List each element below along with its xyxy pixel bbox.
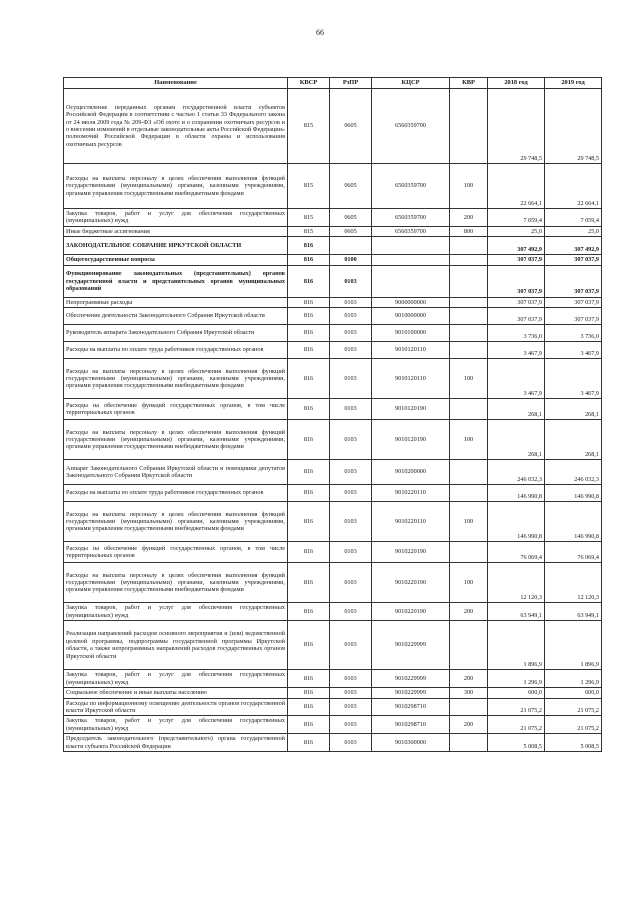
year-2018-cell: 76 069,4 <box>488 542 545 563</box>
year-2018-cell: 1 296,9 <box>488 670 545 688</box>
name-cell: ЗАКОНОДАТЕЛЬНОЕ СОБРАНИЕ ИРКУТСКОЙ ОБЛАСТИ <box>64 237 288 255</box>
year-2019-cell: 600,0 <box>545 688 602 698</box>
kcsr-cell: 6560359700 <box>372 164 450 209</box>
table-row <box>64 359 602 399</box>
kvsr-cell: 816 <box>288 342 330 359</box>
kvsr-cell: 816 <box>288 603 330 621</box>
kcsr-cell: 6560359700 <box>372 89 450 164</box>
year-2019-cell: 12 120,3 <box>545 563 602 603</box>
name-cell: Функционирование законодательных (представительных) органов государственной власти и представительных органов муниципальных образований <box>64 265 288 297</box>
header-name: Наименование <box>64 78 288 89</box>
kvr-cell: 100 <box>450 359 488 399</box>
year-2018-cell: 268,1 <box>488 420 545 460</box>
table-row <box>64 716 602 734</box>
table-row <box>64 563 602 603</box>
year-2018-cell: 307 037,9 <box>488 255 545 265</box>
kvsr-cell: 815 <box>288 164 330 209</box>
year-2018-cell: 12 120,3 <box>488 563 545 603</box>
kvsr-cell: 816 <box>288 265 330 297</box>
kvsr-cell: 816 <box>288 698 330 716</box>
year-2019-cell: 307 037,9 <box>545 297 602 307</box>
year-2018-cell: 3 467,9 <box>488 342 545 359</box>
kcsr-cell: 9010229999 <box>372 621 450 670</box>
kvr-cell <box>450 237 488 255</box>
kvr-cell: 100 <box>450 164 488 209</box>
kvr-cell <box>450 485 488 502</box>
name-cell: Реализация направлений расходов основного мероприятия и (или) ведомственной целевой программы, подпрограммы государственной программы Иркутской области, а также непрограммных направлений расходов государственных органов Иркутской области <box>64 621 288 670</box>
year-2018-cell: 307 492,9 <box>488 237 545 255</box>
kvsr-cell: 815 <box>288 209 330 227</box>
rzpr-cell: 0103 <box>330 460 372 485</box>
table-row <box>64 420 602 460</box>
kvr-cell: 100 <box>450 420 488 460</box>
name-cell: Обеспечение деятельности Законодательного Собрания Иркутской области <box>64 308 288 325</box>
kvsr-cell: 816 <box>288 237 330 255</box>
kvr-cell: 100 <box>450 563 488 603</box>
rzpr-cell <box>330 237 372 255</box>
table-row <box>64 603 602 621</box>
kvr-cell <box>450 542 488 563</box>
rzpr-cell: 0103 <box>330 502 372 542</box>
budget-table <box>63 77 602 752</box>
year-2019-cell: 25,0 <box>545 226 602 236</box>
page-number: 66 <box>316 28 324 37</box>
year-2019-cell: 22 664,1 <box>545 164 602 209</box>
year-2019-cell: 3 467,9 <box>545 342 602 359</box>
table-row <box>64 485 602 502</box>
kvr-cell <box>450 342 488 359</box>
year-2019-cell: 3 736,0 <box>545 325 602 342</box>
name-cell: Общегосударственные вопросы <box>64 255 288 265</box>
year-2019-cell: 3 467,9 <box>545 359 602 399</box>
kvr-cell <box>450 734 488 752</box>
year-2019-cell: 268,1 <box>545 420 602 460</box>
name-cell: Иные бюджетные ассигнования <box>64 226 288 236</box>
year-2019-cell: 268,1 <box>545 399 602 420</box>
year-2018-cell: 307 037,9 <box>488 308 545 325</box>
kcsr-cell: 9010220190 <box>372 542 450 563</box>
rzpr-cell: 0103 <box>330 325 372 342</box>
table-row <box>64 342 602 359</box>
rzpr-cell: 0103 <box>330 621 372 670</box>
year-2018-cell: 268,1 <box>488 399 545 420</box>
kvr-cell <box>450 325 488 342</box>
kvr-cell <box>450 255 488 265</box>
rzpr-cell: 0103 <box>330 734 372 752</box>
table-row <box>64 688 602 698</box>
rzpr-cell: 0103 <box>330 265 372 297</box>
rzpr-cell: 0103 <box>330 308 372 325</box>
year-2018-cell: 600,0 <box>488 688 545 698</box>
rzpr-cell: 0103 <box>330 698 372 716</box>
year-2019-cell: 21 075,2 <box>545 716 602 734</box>
rzpr-cell: 0103 <box>330 420 372 460</box>
kvr-cell <box>450 297 488 307</box>
kcsr-cell: 9010120190 <box>372 420 450 460</box>
name-cell: Закупка товаров, работ и услуг для обеспечения государственных (муниципальных) нужд <box>64 716 288 734</box>
kvr-cell: 300 <box>450 688 488 698</box>
kvsr-cell: 816 <box>288 308 330 325</box>
name-cell: Расходы на выплаты персоналу в целях обеспечения выполнения функций государственными (муниципальными) органами, казенными учреждениями, органами управления государственными внебюджетными фондами <box>64 420 288 460</box>
kcsr-cell <box>372 237 450 255</box>
name-cell: Расходы на выплаты персоналу в целях обеспечения выполнения функций государственными (муниципальными) органами, казенными учреждениями, органами управления государственными внебюджетными фондами <box>64 563 288 603</box>
kvsr-cell: 816 <box>288 621 330 670</box>
year-2019-cell: 7 059,4 <box>545 209 602 227</box>
kvr-cell: 200 <box>450 209 488 227</box>
year-2019-cell: 146 990,8 <box>545 502 602 542</box>
kvsr-cell: 816 <box>288 502 330 542</box>
kcsr-cell: 9010298710 <box>372 716 450 734</box>
table-row <box>64 226 602 236</box>
kcsr-cell: 9010298710 <box>372 698 450 716</box>
year-2018-cell: 29 748,5 <box>488 89 545 164</box>
year-2018-cell: 21 075,2 <box>488 716 545 734</box>
kvr-cell <box>450 698 488 716</box>
name-cell: Закупка товаров, работ и услуг для обеспечения государственных (муниципальных) нужд <box>64 209 288 227</box>
name-cell: Закупка товаров, работ и услуг для обеспечения государственных (муниципальных) нужд <box>64 603 288 621</box>
kvsr-cell: 815 <box>288 226 330 236</box>
table-row <box>64 164 602 209</box>
year-2018-cell: 307 037,9 <box>488 297 545 307</box>
year-2019-cell: 1 296,9 <box>545 670 602 688</box>
kcsr-cell: 9010220110 <box>372 485 450 502</box>
kcsr-cell: 9010229999 <box>372 688 450 698</box>
kcsr-cell: 9010229999 <box>372 670 450 688</box>
header-year-2019: 2019 год <box>545 78 602 89</box>
year-2019-cell: 5 008,5 <box>545 734 602 752</box>
kcsr-cell <box>372 265 450 297</box>
table-row <box>64 399 602 420</box>
kvr-cell: 200 <box>450 716 488 734</box>
kvsr-cell: 816 <box>288 716 330 734</box>
kcsr-cell: 6560359700 <box>372 226 450 236</box>
table-row <box>64 209 602 227</box>
rzpr-cell: 0103 <box>330 485 372 502</box>
rzpr-cell: 0103 <box>330 603 372 621</box>
kvsr-cell: 816 <box>288 542 330 563</box>
table-row <box>64 297 602 307</box>
kvr-cell: 200 <box>450 670 488 688</box>
header-kcsr: КЦСР <box>372 78 450 89</box>
name-cell: Расходы по информационному освещению деятельности органов государственной власти Иркутской области <box>64 698 288 716</box>
kvsr-cell: 816 <box>288 563 330 603</box>
table-row <box>64 265 602 297</box>
year-2019-cell: 146 990,8 <box>545 485 602 502</box>
rzpr-cell: 0605 <box>330 89 372 164</box>
table-row <box>64 237 602 255</box>
name-cell: Руководитель аппарата Законодательного Собрания Иркутской области <box>64 325 288 342</box>
year-2019-cell: 76 069,4 <box>545 542 602 563</box>
kvsr-cell: 816 <box>288 325 330 342</box>
kvr-cell <box>450 460 488 485</box>
year-2018-cell: 21 075,2 <box>488 698 545 716</box>
year-2019-cell: 21 075,2 <box>545 698 602 716</box>
kcsr-cell: 9010300000 <box>372 734 450 752</box>
kcsr-cell: 9010220110 <box>372 502 450 542</box>
table-row <box>64 670 602 688</box>
year-2018-cell: 3 467,9 <box>488 359 545 399</box>
table-row <box>64 698 602 716</box>
year-2018-cell: 22 664,1 <box>488 164 545 209</box>
kvsr-cell: 816 <box>288 688 330 698</box>
rzpr-cell: 0103 <box>330 670 372 688</box>
rzpr-cell: 0103 <box>330 359 372 399</box>
year-2018-cell: 63 949,1 <box>488 603 545 621</box>
year-2019-cell: 307 492,9 <box>545 237 602 255</box>
table-row <box>64 460 602 485</box>
kcsr-cell: 9010220190 <box>372 563 450 603</box>
kcsr-cell: 9010200000 <box>372 460 450 485</box>
budget-table-container <box>63 77 601 752</box>
table-row <box>64 502 602 542</box>
kcsr-cell: 9000000000 <box>372 297 450 307</box>
name-cell: Закупка товаров, работ и услуг для обеспечения государственных (муниципальных) нужд <box>64 670 288 688</box>
kvr-cell <box>450 399 488 420</box>
rzpr-cell: 0103 <box>330 297 372 307</box>
year-2018-cell: 3 736,0 <box>488 325 545 342</box>
kvsr-cell: 816 <box>288 297 330 307</box>
kvsr-cell: 816 <box>288 255 330 265</box>
kvsr-cell: 816 <box>288 460 330 485</box>
name-cell: Аппарат Законодательного Собрания Иркутской области и помощники депутатов Законодательного Собрания Иркутской области <box>64 460 288 485</box>
kcsr-cell: 9010120110 <box>372 342 450 359</box>
kcsr-cell: 9010120190 <box>372 399 450 420</box>
kvr-cell <box>450 265 488 297</box>
rzpr-cell: 0103 <box>330 716 372 734</box>
kvsr-cell: 816 <box>288 734 330 752</box>
year-2019-cell: 307 037,9 <box>545 265 602 297</box>
kcsr-cell: 9010000000 <box>372 308 450 325</box>
name-cell: Расходы на выплаты по оплате труда работников государственных органов <box>64 485 288 502</box>
name-cell: Расходы на обеспечение функций государственных органов, в том числе территориальных органов <box>64 399 288 420</box>
year-2019-cell: 246 032,3 <box>545 460 602 485</box>
table-row <box>64 308 602 325</box>
name-cell: Расходы на выплаты персоналу в целях обеспечения выполнения функций государственными (муниципальными) органами, казенными учреждениями, органами управления государственными внебюджетными фондами <box>64 164 288 209</box>
kcsr-cell <box>372 255 450 265</box>
table-body <box>64 89 602 752</box>
kvsr-cell: 816 <box>288 670 330 688</box>
kvr-cell <box>450 308 488 325</box>
year-2018-cell: 25,0 <box>488 226 545 236</box>
table-row <box>64 542 602 563</box>
rzpr-cell: 0103 <box>330 563 372 603</box>
year-2018-cell: 7 059,4 <box>488 209 545 227</box>
year-2019-cell: 307 037,9 <box>545 255 602 265</box>
table-row <box>64 325 602 342</box>
name-cell: Расходы на обеспечение функций государственных органов, в том числе территориальных органов <box>64 542 288 563</box>
name-cell: Расходы на выплаты по оплате труда работников государственных органов <box>64 342 288 359</box>
header-rzpr: РзПР <box>330 78 372 89</box>
header-year-2018: 2018 год <box>488 78 545 89</box>
rzpr-cell: 0103 <box>330 542 372 563</box>
kvsr-cell: 815 <box>288 89 330 164</box>
table-row <box>64 734 602 752</box>
kcsr-cell: 6560359700 <box>372 209 450 227</box>
kvsr-cell: 816 <box>288 485 330 502</box>
table-row <box>64 621 602 670</box>
year-2019-cell: 63 949,1 <box>545 603 602 621</box>
year-2018-cell: 5 008,5 <box>488 734 545 752</box>
year-2019-cell: 307 037,9 <box>545 308 602 325</box>
rzpr-cell: 0103 <box>330 342 372 359</box>
kvsr-cell: 816 <box>288 420 330 460</box>
kvr-cell <box>450 89 488 164</box>
year-2019-cell: 1 896,9 <box>545 621 602 670</box>
rzpr-cell: 0100 <box>330 255 372 265</box>
rzpr-cell: 0605 <box>330 209 372 227</box>
name-cell: Непрограммные расходы <box>64 297 288 307</box>
rzpr-cell: 0605 <box>330 164 372 209</box>
table-header-row <box>64 78 602 89</box>
header-kvsr: КВСР <box>288 78 330 89</box>
kcsr-cell: 9010100000 <box>372 325 450 342</box>
year-2018-cell: 146 990,8 <box>488 485 545 502</box>
kvsr-cell: 816 <box>288 399 330 420</box>
kvr-cell: 100 <box>450 502 488 542</box>
name-cell: Социальное обеспечение и иные выплаты населению <box>64 688 288 698</box>
kcsr-cell: 9010220190 <box>372 603 450 621</box>
rzpr-cell: 0103 <box>330 688 372 698</box>
name-cell: Осуществление переданных органам государственной власти субъектов Российской Федерации в соответствии с частью 1 статьи 33 Федерального закона от 24 июля 2009 года № 209-ФЗ «Об охоте и о сохранении охотничьих ресурсов и о внесении изменений в отдельные законодательные акты Российской Федерации» полномочий Российской Федерации в области охраны и использования охотничьих ресурсов <box>64 89 288 164</box>
year-2018-cell: 1 896,9 <box>488 621 545 670</box>
header-kvr: КВР <box>450 78 488 89</box>
rzpr-cell: 0605 <box>330 226 372 236</box>
kvr-cell: 200 <box>450 603 488 621</box>
year-2018-cell: 146 990,8 <box>488 502 545 542</box>
year-2018-cell: 307 037,9 <box>488 265 545 297</box>
year-2018-cell: 246 032,3 <box>488 460 545 485</box>
name-cell: Расходы на выплаты персоналу в целях обеспечения выполнения функций государственными (муниципальными) органами, казенными учреждениями, органами управления государственными внебюджетными фондами <box>64 502 288 542</box>
kvsr-cell: 816 <box>288 359 330 399</box>
table-row <box>64 255 602 265</box>
kvr-cell <box>450 621 488 670</box>
kcsr-cell: 9010120110 <box>372 359 450 399</box>
rzpr-cell: 0103 <box>330 399 372 420</box>
name-cell: Председатель законодательного (представительного) органа государственной власти субъекта Российской Федерации <box>64 734 288 752</box>
kvr-cell: 800 <box>450 226 488 236</box>
year-2019-cell: 29 748,5 <box>545 89 602 164</box>
name-cell: Расходы на выплаты персоналу в целях обеспечения выполнения функций государственными (муниципальными) органами, казенными учреждениями, органами управления государственными внебюджетными фондами <box>64 359 288 399</box>
table-row <box>64 89 602 164</box>
